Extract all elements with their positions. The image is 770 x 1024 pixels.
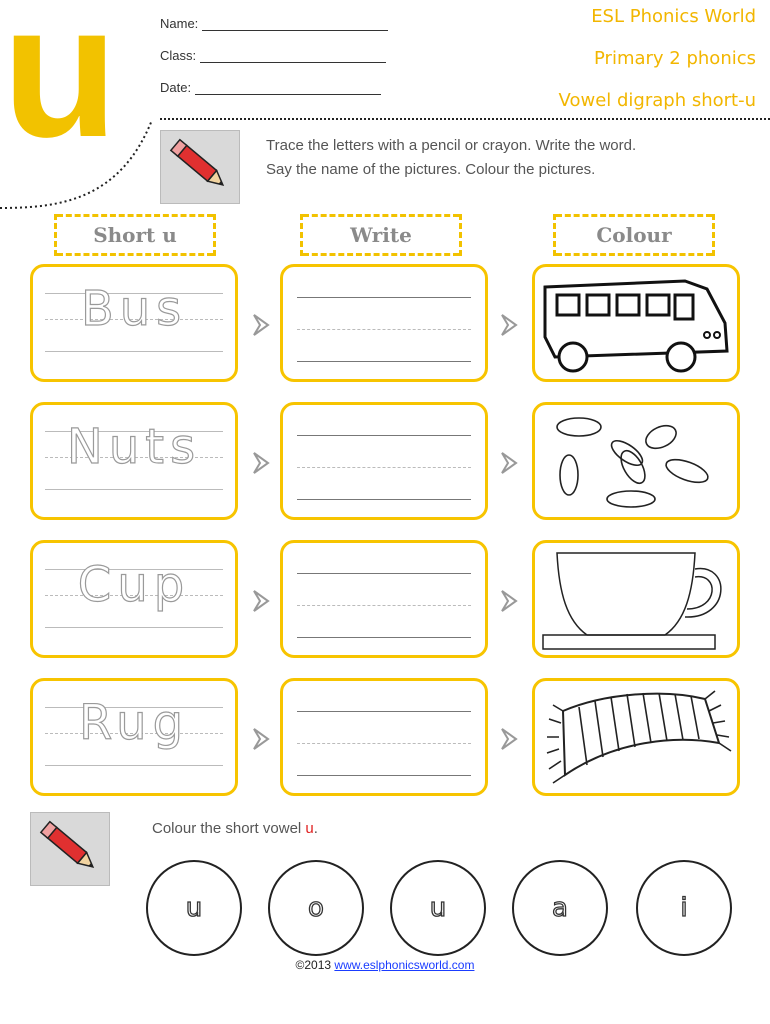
trace-card-nuts[interactable] xyxy=(30,402,238,520)
vowel-instruction-end: . xyxy=(313,820,318,837)
arrow-right-icon xyxy=(250,312,272,338)
name-field[interactable] xyxy=(160,16,388,31)
footer xyxy=(0,958,770,972)
site-title: ESL Phonics World xyxy=(591,6,756,27)
picture-card-rug[interactable] xyxy=(532,678,740,796)
arrow-right-icon xyxy=(250,450,272,476)
vowel-circle-1[interactable]: u xyxy=(146,860,242,956)
picture-card-bus[interactable] xyxy=(532,264,740,382)
trace-card-cup[interactable] xyxy=(30,540,238,658)
pencil-box-bottom xyxy=(30,812,110,886)
instruction-line-2: Say the name of the pictures. Colour the pictures. xyxy=(266,161,596,178)
trace-word: Bus xyxy=(80,281,188,337)
vowel-circle-2[interactable]: o xyxy=(268,860,364,956)
vowel-circle-5[interactable]: i xyxy=(636,860,732,956)
dotted-curve xyxy=(0,110,170,220)
vowel-circle-3[interactable]: u xyxy=(390,860,486,956)
column-header-write: Write xyxy=(300,214,462,256)
topic-title: Vowel digraph short-u xyxy=(558,90,756,111)
trace-word: Rug xyxy=(78,695,190,751)
arrow-right-icon xyxy=(250,588,272,614)
trace-card-bus[interactable] xyxy=(30,264,238,382)
cup-picture xyxy=(535,543,737,655)
write-card-bus[interactable] xyxy=(280,264,488,382)
dotted-divider xyxy=(160,118,770,120)
vowel-instruction xyxy=(152,820,318,837)
instruction-line-1: Trace the letters with a pencil or crayon. Write the word. xyxy=(266,137,637,154)
copyright-text: ©2013 xyxy=(295,958,335,972)
trace-word: Cup xyxy=(77,557,191,613)
column-header-colour: Colour xyxy=(553,214,715,256)
picture-card-nuts[interactable] xyxy=(532,402,740,520)
vowel-instruction-text: Colour the short vowel xyxy=(152,820,306,837)
column-header-short-u: Short u xyxy=(54,214,216,256)
arrow-right-icon xyxy=(250,726,272,752)
arrow-right-icon xyxy=(498,726,520,752)
peanuts-picture xyxy=(535,405,737,517)
site-link[interactable]: www.eslphonicsworld.com xyxy=(334,958,475,972)
trace-card-rug[interactable] xyxy=(30,678,238,796)
pencil-icon xyxy=(161,131,239,203)
class-field[interactable] xyxy=(160,48,386,63)
pencil-box xyxy=(160,130,240,204)
write-card-nuts[interactable] xyxy=(280,402,488,520)
date-field[interactable] xyxy=(160,80,381,95)
rug-picture xyxy=(535,681,737,793)
class-label: Class: xyxy=(160,48,197,63)
vowel-highlight: u xyxy=(305,820,314,837)
vowel-circle-4[interactable]: a xyxy=(512,860,608,956)
picture-card-cup[interactable] xyxy=(532,540,740,658)
date-label: Date: xyxy=(160,80,192,95)
big-letter-u: u xyxy=(2,0,119,177)
pencil-icon xyxy=(31,813,109,885)
arrow-right-icon xyxy=(498,312,520,338)
write-card-rug[interactable] xyxy=(280,678,488,796)
arrow-right-icon xyxy=(498,450,520,476)
name-label: Name: xyxy=(160,16,199,31)
level-title: Primary 2 phonics xyxy=(594,48,756,69)
bus-picture xyxy=(535,267,737,379)
write-card-cup[interactable] xyxy=(280,540,488,658)
arrow-right-icon xyxy=(498,588,520,614)
trace-word: Nuts xyxy=(66,419,202,475)
